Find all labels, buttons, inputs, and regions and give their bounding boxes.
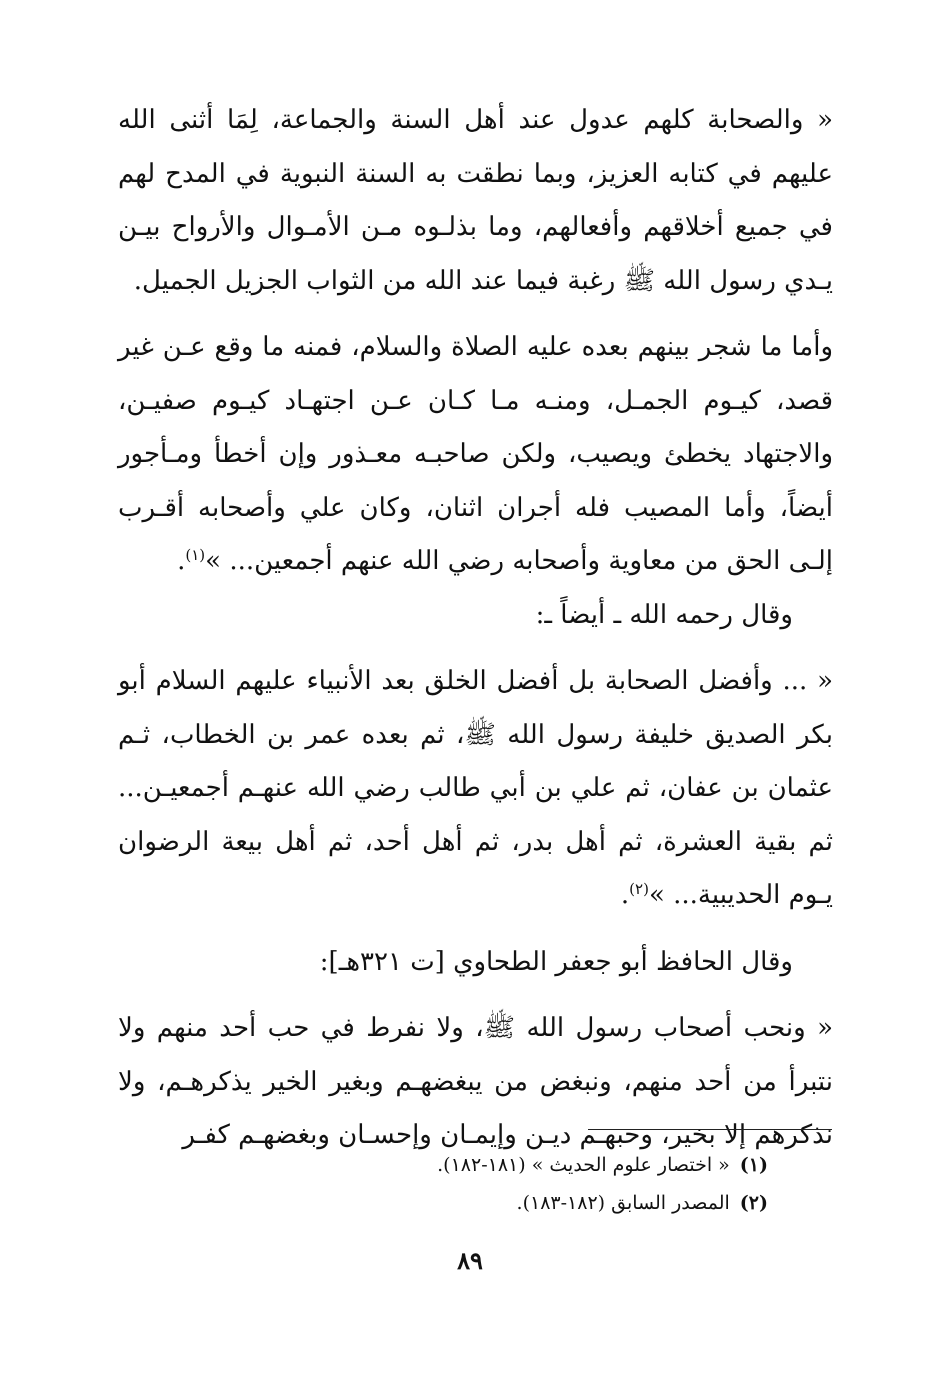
footnote-number: (٢) bbox=[739, 1192, 768, 1214]
section-heading-1: وقال رحمه الله ـ أيضاً ـ: bbox=[535, 599, 793, 630]
paragraph-3-text: « ... وأفضل الصحابة بل أفضل الخلق بعد الأنبياء عليهم السلام أبو بكر الصديق خليفة رسول الله ﷺ، ثم بعده عمر بن الخطاب، ثـم عثمان بن عفان، ثم علي بن أبي طالب رضي الله عنهـم أجمعيـن... ثم بقية العشرة، ثم أهل بدر، ثم أهل أحد، ثم أهل بيعة الرضوان يـوم الحديبية... » bbox=[118, 666, 833, 910]
footnote-1 bbox=[118, 1146, 768, 1184]
footnote-text: « اختصار علوم الحديث » (١٨١-١٨٢). bbox=[437, 1154, 730, 1176]
paragraph-1: « والصحابة كلهم عدول عند أهل السنة والجماعة، لِمَا أثنى الله عليهم في كتابه العزيز، وبما نطقت به السنة النبوية في المدح لهم في جميع أخلاقهم وأفعالهم، وما بذلـوه مـن الأمـوال والأرواح بيـن يـدي رسول الله ﷺ رغبة فيما عند الله من الثواب الجزيل الجميل. bbox=[118, 105, 833, 296]
section-heading-2: وقال الحافظ أبو جعفر الطحاوي [ت ٣٢١هـ]: bbox=[319, 946, 793, 977]
footnote-divider bbox=[588, 1129, 832, 1130]
page-number: ٨٩ bbox=[457, 1246, 483, 1275]
paragraph-2: وأما ما شجر بينهم بعده عليه الصلاة والسلام، فمنه ما وقع عـن غير قصد، كيـوم الجمـل، ومنـه مـا كـان عـن اجتهـاد كيـوم صفيـن، والاجتهاد يخطئ ويصيب، ولكن صاحبـه معـذور وإن أخطأ ومـأجور أيضاً، وأما المصيب فله أجران اثنان، وكان علي وأصحابه أقـرب إلـى الحق من معاوية وأصحابه رضي الله عنهم أجمعين... »$^{(١)}$. bbox=[118, 332, 833, 576]
paragraph-4: « ونحب أصحاب رسول الله ﷺ، ولا نفرط في حب أحد منهم ولا نتبرأ من أحد منهم، ونبغض من يبغضهـم وبغير الخير يذكرهـم، ولا نذكرهم إلا بخير، وحبهـم ديـن وإيمـان وإحسـان وبغضهـم كفـر bbox=[118, 1013, 833, 1150]
paragraph-2-text: وأما ما شجر بينهم بعده عليه الصلاة والسلام، فمنه ما وقع عـن غير قصد، كيـوم الجمـل، ومنـه مـا كـان عـن اجتهـاد كيـوم صفيـن، والاجتهاد يخطئ ويصيب، ولكن صاحبـه معـذور وإن أخطأ ومـأجور أيضاً، وأما المصيب فله أجران اثنان، وكان علي وأصحابه أقـرب إلـى الحق من معاوية وأصحابه رضي الله عنهم أجمعين... » bbox=[118, 332, 833, 576]
footnote-text: المصدر السابق (١٨٢-١٨٣). bbox=[516, 1192, 730, 1214]
paragraph-3: « ... وأفضل الصحابة بل أفضل الخلق بعد الأنبياء عليهم السلام أبو بكر الصديق خليفة رسول الله ﷺ، ثم بعده عمر بن الخطاب، ثـم عثمان بن عفان، ثم علي بن أبي طالب رضي الله عنهـم أجمعيـن... ثم بقية العشرة، ثم أهل بدر، ثم أهل أحد، ثم أهل بيعة الرضوان يـوم الحديبية... »$^{(٢)}$. bbox=[118, 666, 833, 910]
footnote-ref-2: (٢) bbox=[629, 880, 649, 898]
footnotes bbox=[118, 1146, 768, 1222]
footnote-2 bbox=[118, 1184, 768, 1222]
main-text bbox=[118, 94, 833, 1163]
footnote-ref-1: (١) bbox=[185, 546, 206, 564]
footnote-number: (١) bbox=[739, 1154, 768, 1176]
